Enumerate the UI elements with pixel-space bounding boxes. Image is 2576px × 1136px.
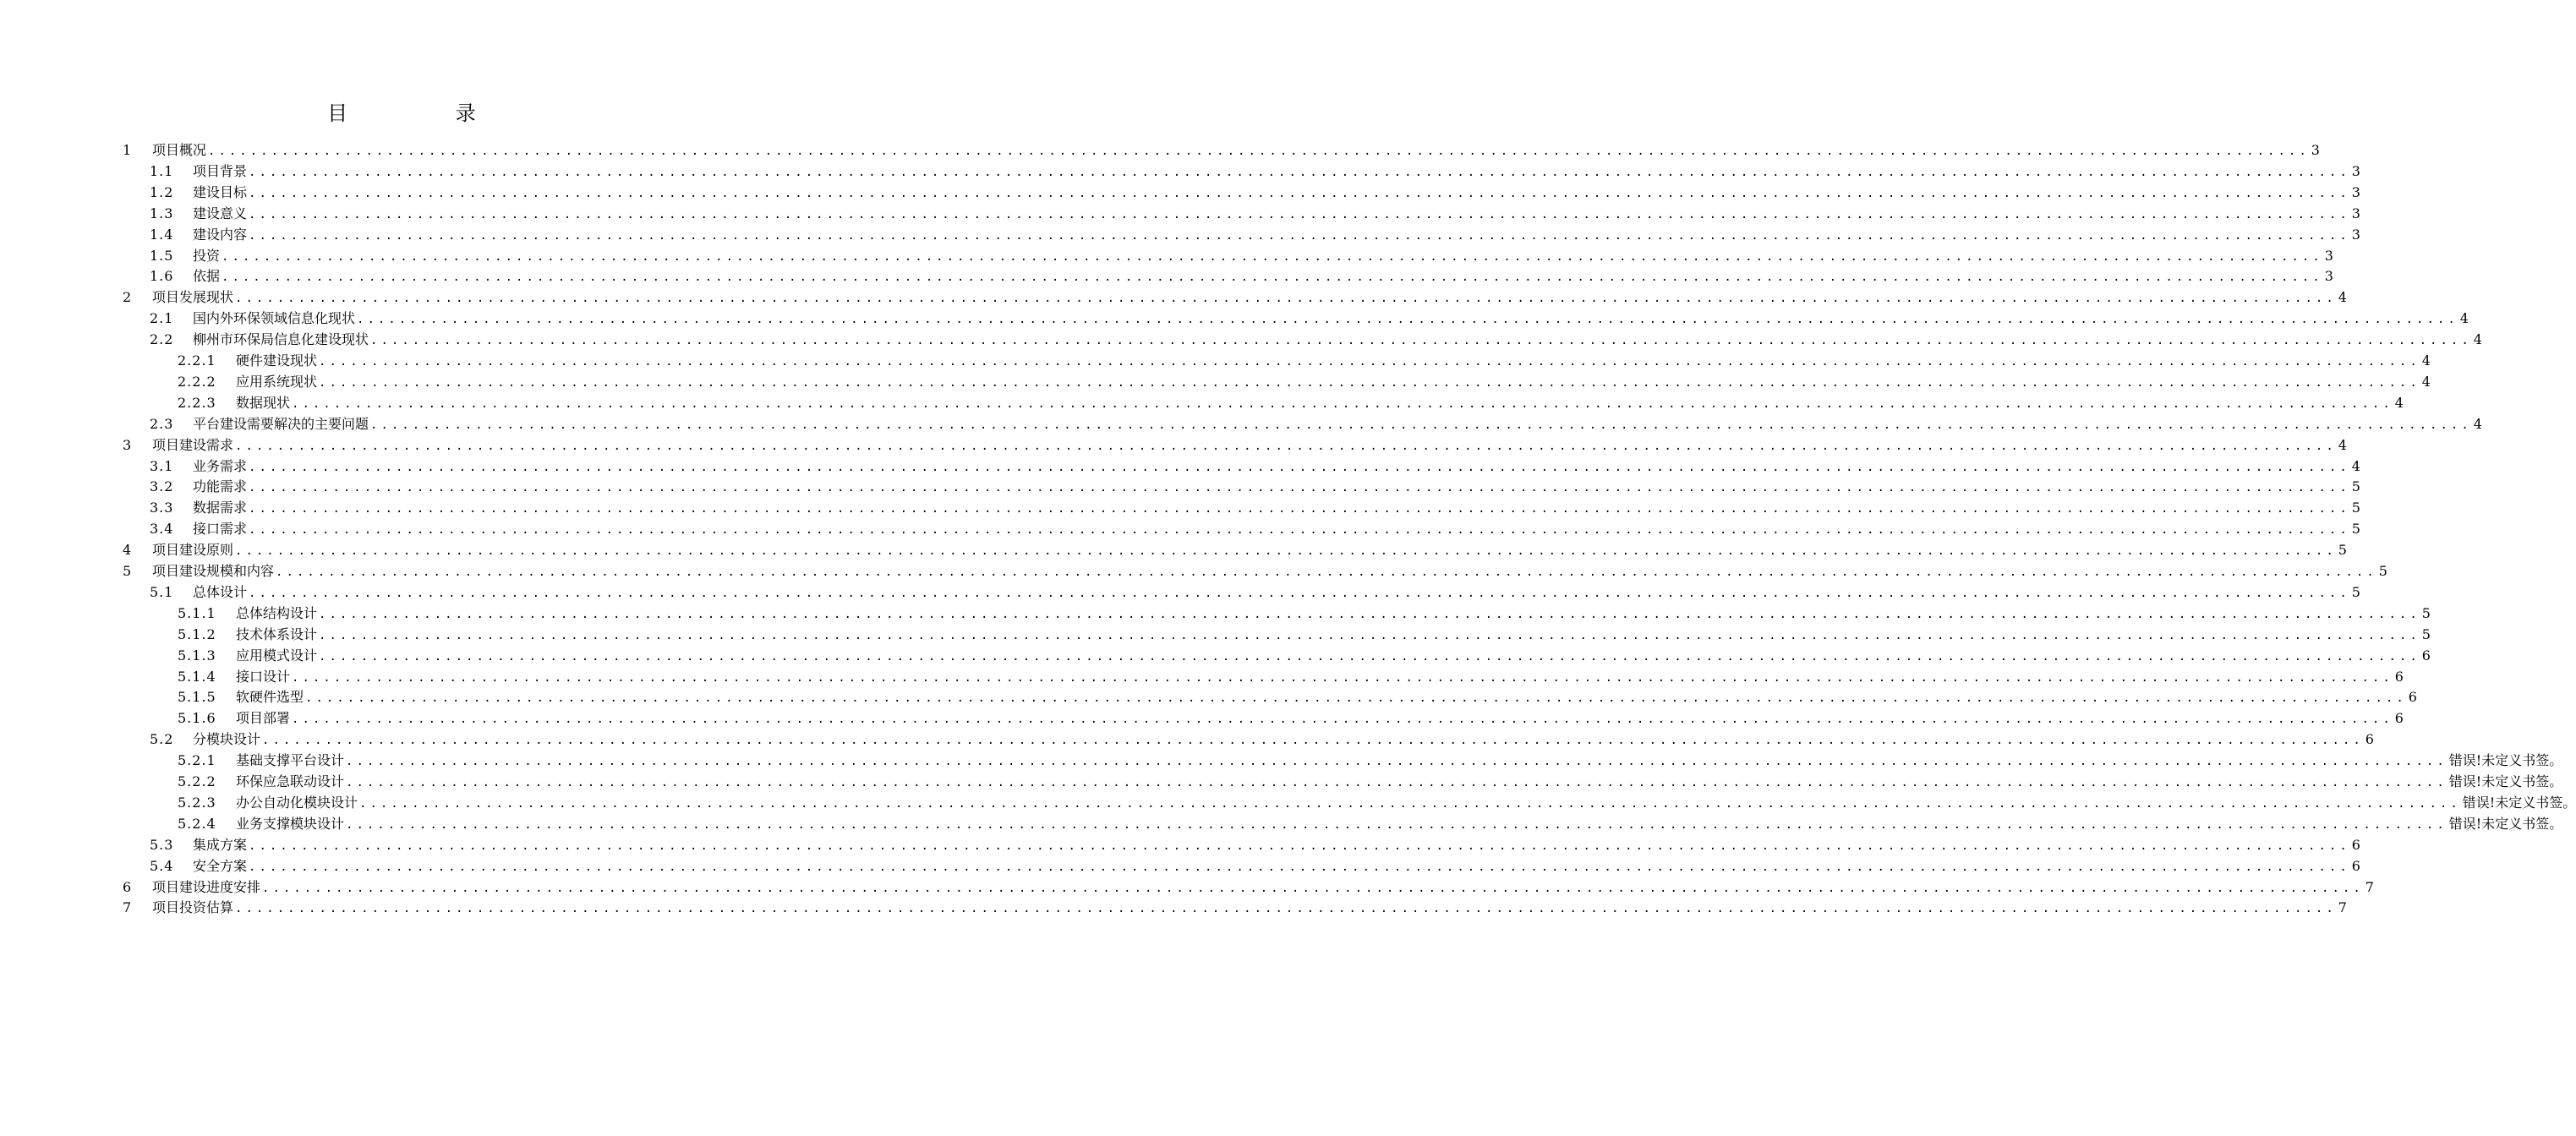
toc-entry-number: 7 [123, 899, 133, 916]
toc-dot-leader: ........................................................................................................................................................................................................ [292, 396, 2393, 411]
toc-entry-number: 1.6 [150, 268, 174, 285]
toc-dot-leader: ........................................................................................................................................................................................................ [292, 713, 2393, 727]
toc-entry[interactable] [123, 434, 2347, 456]
toc-entry-page: 5 [2351, 583, 2360, 600]
toc-entry-title: 技术体系设计 [236, 625, 318, 642]
toc-entry-title: 平台建设需要解决的主要问题 [193, 415, 369, 432]
toc-entry-number: 3.1 [150, 457, 174, 474]
toc-entry-title: 应用模式设计 [236, 647, 318, 664]
toc-entry-number: 1.2 [150, 183, 174, 200]
toc-dot-leader: ........................................................................................................................................................................................................ [249, 860, 2350, 874]
toc-entry-title: 项目建设需求 [152, 436, 234, 453]
toc-entry-page: 3 [2351, 183, 2360, 200]
toc-entry-page: 5 [2338, 542, 2347, 559]
toc-entry-number: 3 [123, 436, 133, 453]
toc-entry-title: 建设意义 [193, 205, 248, 221]
toc-dot-leader: ........................................................................................................................................................................................................ [262, 881, 2364, 895]
toc-entry-number: 5.3 [150, 836, 174, 853]
toc-entry-title: 依据 [193, 268, 221, 285]
toc-entry-number: 5 [123, 563, 133, 579]
toc-entry-page: 错误!未定义书签。 [2448, 815, 2563, 832]
toc-entry-number: 2.2.2 [178, 373, 216, 390]
toc-dot-leader: ........................................................................................................................................................................................................ [370, 418, 2472, 432]
toc-entry-title: 项目建设规模和内容 [152, 563, 275, 579]
toc-entry-page: 4 [2351, 457, 2360, 474]
toc-entry-title: 业务支撑模块设计 [236, 815, 345, 832]
toc-dot-leader: ........................................................................................................................................................................................................ [319, 355, 2420, 369]
toc-dot-leader: ........................................................................................................................................................................................................ [235, 902, 2337, 916]
toc-entry[interactable] [123, 539, 2347, 560]
toc-entry-page: 错误!未定义书签。 [2448, 752, 2563, 769]
toc-entry-title: 项目背景 [193, 162, 248, 179]
toc-entry[interactable] [178, 371, 2431, 392]
toc-entry[interactable] [178, 645, 2431, 666]
toc-entry-title: 软硬件选型 [236, 689, 304, 706]
toc-entry-number: 5.1.6 [178, 710, 216, 727]
toc-entry[interactable] [150, 834, 2360, 855]
toc-entry-title: 基础支撑平台设计 [236, 752, 345, 769]
toc-dot-leader: ........................................................................................................................................................................................................ [346, 776, 2447, 789]
toc-dot-leader: ........................................................................................................................................................................................................ [208, 145, 2310, 158]
toc-entry-number: 5.2.3 [178, 794, 216, 811]
toc-entry-number: 2.1 [150, 310, 174, 327]
toc-dot-leader: ........................................................................................................................................................................................................ [292, 670, 2393, 685]
toc-entry[interactable] [123, 897, 2347, 918]
toc-dot-leader: ........................................................................................................................................................................................................ [249, 186, 2350, 200]
toc-dot-leader: ........................................................................................................................................................................................................ [346, 755, 2447, 769]
toc-entry-title: 功能需求 [193, 478, 248, 495]
toc-entry-page: 3 [2324, 247, 2333, 264]
toc-dot-leader: ........................................................................................................................................................................................................ [235, 292, 2337, 306]
toc-entry-title: 办公自动化模块设计 [236, 794, 358, 811]
toc-entry-page: 4 [2338, 289, 2347, 306]
toc-entry-title: 建设目标 [193, 183, 248, 200]
toc-entry[interactable] [123, 560, 2387, 582]
toc-entry-title: 项目概况 [152, 142, 207, 158]
toc-entry-number: 3.4 [150, 521, 174, 538]
toc-entry-number: 5.2.2 [178, 773, 216, 789]
toc-dot-leader: ........................................................................................................................................................................................................ [235, 544, 2337, 559]
toc-entry[interactable] [150, 413, 2482, 434]
toc-entry[interactable] [150, 265, 2333, 287]
toc-entry-title: 应用系统现状 [236, 373, 318, 390]
toc-entry[interactable] [178, 707, 2404, 729]
toc-entry-number: 4 [123, 542, 133, 559]
toc-entry[interactable] [178, 666, 2404, 687]
toc-dot-leader: ........................................................................................................................................................................................................ [222, 270, 2323, 285]
toc-entry[interactable] [150, 203, 2360, 224]
toc-entry[interactable] [150, 329, 2482, 350]
toc-dot-leader: ........................................................................................................................................................................................................ [346, 817, 2447, 832]
toc-entry[interactable] [150, 456, 2360, 477]
toc-entry-title: 接口需求 [193, 521, 248, 538]
toc-entry[interactable] [150, 161, 2360, 182]
toc-entry[interactable] [150, 245, 2333, 266]
toc-entry-title: 项目投资估算 [152, 899, 234, 916]
toc-entry-page: 4 [2338, 436, 2347, 453]
toc-entry-page: 3 [2311, 142, 2320, 158]
toc-dot-leader: ........................................................................................................................................................................................................ [249, 502, 2350, 516]
toc-entry-number: 2 [123, 289, 133, 306]
page-title: 目 录 [327, 101, 527, 125]
toc-entry-title: 数据需求 [193, 500, 248, 516]
toc-entry[interactable] [150, 855, 2360, 877]
toc-entry-title: 总体结构设计 [236, 604, 318, 621]
toc-entry-page: 6 [2351, 836, 2360, 853]
toc-entry-title: 数据现状 [236, 394, 291, 411]
toc-entry-page: 5 [2421, 604, 2431, 621]
toc-entry-number: 2.3 [150, 415, 174, 432]
toc-entry[interactable] [123, 139, 2320, 161]
toc-entry-title: 总体设计 [193, 583, 248, 600]
toc-entry-number: 3.3 [150, 500, 174, 516]
toc-entry-number: 1.4 [150, 226, 174, 243]
toc-entry-number: 5.1 [150, 583, 174, 600]
toc-entry[interactable] [178, 792, 2576, 813]
toc-entry-number: 2.2.3 [178, 394, 216, 411]
toc-dot-leader: ........................................................................................................................................................................................................ [249, 460, 2350, 474]
toc-entry-number: 6 [123, 878, 133, 895]
toc-dot-leader: ........................................................................................................................................................................................................ [249, 481, 2350, 495]
toc-entry-page: 3 [2324, 268, 2333, 285]
toc-entry-page: 6 [2394, 710, 2404, 727]
toc-entry-page: 4 [2473, 331, 2482, 348]
toc-entry[interactable] [150, 182, 2360, 203]
toc-entry-page: 4 [2421, 373, 2431, 390]
toc-dot-leader: ........................................................................................................................................................................................................ [222, 249, 2323, 264]
toc-entry-number: 3.2 [150, 478, 174, 495]
toc-entry-title: 项目建设原则 [152, 542, 234, 559]
toc-entry-number: 5.1.4 [178, 668, 216, 685]
toc-dot-leader: ........................................................................................................................................................................................................ [249, 586, 2350, 600]
toc-entry[interactable] [123, 877, 2374, 898]
toc-entry-number: 5.1.3 [178, 647, 216, 664]
toc-entry-page: 3 [2351, 205, 2360, 221]
toc-entry-page: 5 [2351, 500, 2360, 516]
toc-entry-number: 1.5 [150, 247, 174, 264]
toc-dot-leader: ........................................................................................................................................................................................................ [319, 649, 2420, 664]
toc-entry-number: 1.3 [150, 205, 174, 221]
toc-entry[interactable] [178, 771, 2563, 792]
toc-entry-page: 4 [2459, 310, 2469, 327]
toc-dot-leader: ........................................................................................................................................................................................................ [359, 796, 2461, 811]
toc-entry-page: 6 [2365, 731, 2374, 748]
toc-entry-page: 5 [2351, 521, 2360, 538]
toc-entry-page: 6 [2351, 857, 2360, 874]
toc-dot-leader: ........................................................................................................................................................................................................ [249, 838, 2350, 853]
toc-entry-page: 错误!未定义书签。 [2462, 794, 2576, 811]
toc-dot-leader: ........................................................................................................................................................................................................ [357, 313, 2458, 327]
toc-entry-page: 7 [2365, 878, 2374, 895]
toc-entry[interactable] [150, 518, 2360, 539]
toc-entry[interactable] [150, 224, 2360, 245]
toc-entry-page: 4 [2394, 394, 2404, 411]
toc-entry[interactable] [178, 813, 2563, 834]
toc-entry-page: 7 [2338, 899, 2347, 916]
toc-entry-page: 4 [2473, 415, 2482, 432]
toc-entry-page: 5 [2421, 625, 2431, 642]
toc-entry-title: 硬件建设现状 [236, 352, 318, 369]
toc-entry-page: 6 [2408, 689, 2417, 706]
toc-dot-leader: ........................................................................................................................................................................................................ [305, 691, 2407, 706]
toc-dot-leader: ........................................................................................................................................................................................................ [249, 228, 2350, 243]
toc-entry-number: 1 [123, 142, 133, 158]
toc-dot-leader: ........................................................................................................................................................................................................ [319, 375, 2420, 390]
toc-dot-leader: ........................................................................................................................................................................................................ [370, 334, 2472, 348]
toc-entry-number: 5.2 [150, 731, 174, 748]
toc-entry-title: 国内外环保领域信息化现状 [193, 310, 356, 327]
toc-entry[interactable] [178, 392, 2404, 413]
toc-entry-title: 投资 [193, 247, 221, 264]
toc-entry[interactable] [150, 582, 2360, 603]
toc-entry-title: 项目部署 [236, 710, 291, 727]
toc-entry-title: 建设内容 [193, 226, 248, 243]
toc-entry[interactable] [150, 476, 2360, 497]
toc-entry-page: 5 [2378, 563, 2387, 579]
toc-entry-title: 项目发展现状 [152, 289, 234, 306]
toc-entry-number: 2.2.1 [178, 352, 216, 369]
toc-entry-title: 安全方案 [193, 857, 248, 874]
toc-entry-number: 5.1.1 [178, 604, 216, 621]
toc-entry-title: 环保应急联动设计 [236, 773, 345, 789]
toc-entry-page: 3 [2351, 162, 2360, 179]
toc-entry-page: 错误!未定义书签。 [2448, 773, 2563, 789]
toc-entry-number: 5.2.4 [178, 815, 216, 832]
toc-entry[interactable] [150, 497, 2360, 518]
toc-entry[interactable] [178, 686, 2417, 707]
toc-entry-title: 分模块设计 [193, 731, 261, 748]
toc-entry-page: 4 [2421, 352, 2431, 369]
toc-dot-leader: ........................................................................................................................................................................................................ [235, 439, 2337, 453]
toc-entry-page: 5 [2351, 478, 2360, 495]
toc-entry-page: 6 [2421, 647, 2431, 664]
toc-entry-title: 项目建设进度安排 [152, 878, 261, 895]
toc-dot-leader: ........................................................................................................................................................................................................ [319, 607, 2420, 621]
toc-entry-title: 柳州市环保局信息化建设现状 [193, 331, 369, 348]
toc-entry-number: 2.2 [150, 331, 174, 348]
toc-entry-number: 5.2.1 [178, 752, 216, 769]
toc-entry-title: 集成方案 [193, 836, 248, 853]
toc-entry[interactable] [178, 624, 2431, 645]
toc-dot-leader: ........................................................................................................................................................................................................ [249, 523, 2350, 538]
toc-entry[interactable] [178, 750, 2563, 771]
toc-entry-number: 5.1.2 [178, 625, 216, 642]
toc-dot-leader: ........................................................................................................................................................................................................ [249, 165, 2350, 179]
toc-entry[interactable] [150, 308, 2469, 329]
toc-dot-leader: ........................................................................................................................................................................................................ [319, 628, 2420, 642]
toc-entry[interactable] [178, 350, 2431, 371]
toc-dot-leader: ........................................................................................................................................................................................................ [249, 207, 2350, 221]
toc-entry-number: 5.1.5 [178, 689, 216, 706]
toc-entry-page: 3 [2351, 226, 2360, 243]
toc-dot-leader: ........................................................................................................................................................................................................ [262, 734, 2364, 748]
toc-entry[interactable] [178, 603, 2431, 624]
toc-entry-page: 6 [2394, 668, 2404, 685]
toc-entry-title: 接口设计 [236, 668, 291, 685]
toc-entry[interactable] [150, 729, 2374, 750]
toc-entry[interactable] [123, 287, 2347, 308]
toc-dot-leader: ........................................................................................................................................................................................................ [276, 565, 2377, 579]
toc-entry-number: 5.4 [150, 857, 174, 874]
toc-entry-number: 1.1 [150, 162, 174, 179]
toc-entry-title: 业务需求 [193, 457, 248, 474]
